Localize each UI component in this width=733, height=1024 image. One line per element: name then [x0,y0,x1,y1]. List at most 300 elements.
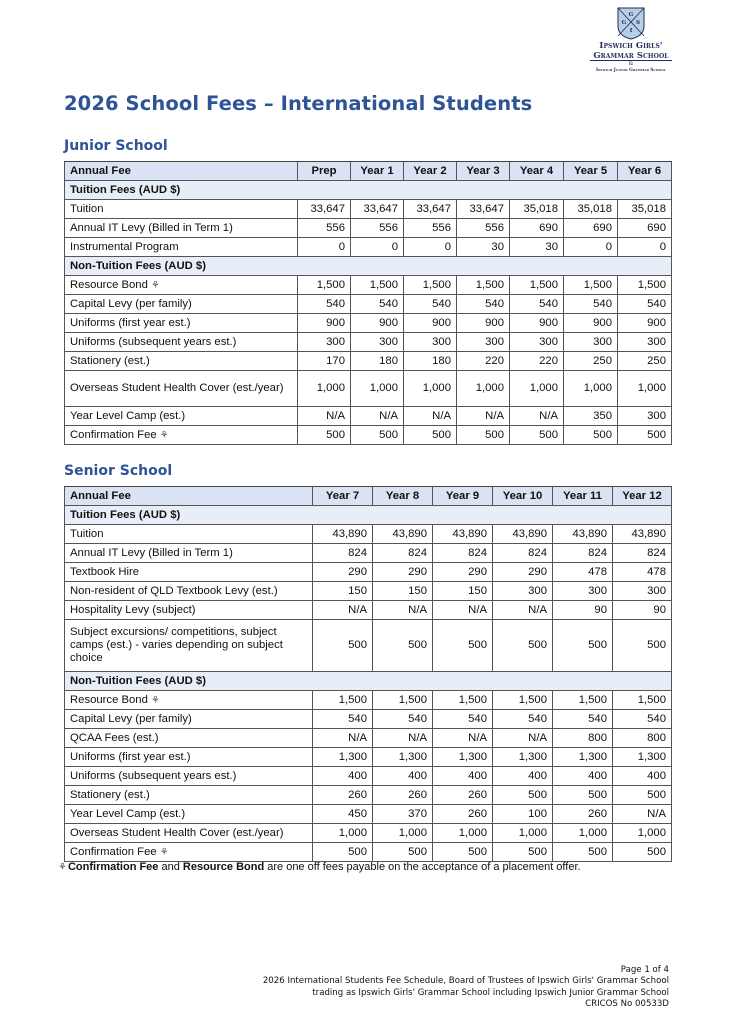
fee-label [65,371,298,407]
fee-label [65,407,298,426]
fee-label [65,786,313,805]
fee-label-text: Confirmation Fee [70,428,157,441]
fee-value: 400 [493,767,553,786]
section-heading-row [65,506,672,525]
table-row [65,333,672,352]
fee-value: 0 [351,238,404,257]
fee-value: N/A [433,601,493,620]
fee-label [65,843,313,862]
footnote-bold-confirmation: Confirmation Fee [67,861,159,873]
fee-value: 30 [457,238,510,257]
fee-value: 900 [510,314,564,333]
fee-value: 300 [553,582,613,601]
fee-value: 300 [298,333,351,352]
fee-value: 1,000 [351,371,404,407]
fee-value: 43,890 [553,525,613,544]
fee-value: 290 [433,563,493,582]
fee-value: 824 [313,544,373,563]
table-row [65,582,672,601]
fee-value: N/A [351,407,404,426]
fee-label-text: Uniforms (subsequent years est.) [70,335,237,348]
footnote-text: and [158,861,183,873]
fee-value: 43,890 [433,525,493,544]
fee-label [65,805,313,824]
fee-value: 150 [433,582,493,601]
fee-label-text: Tuition [70,202,104,215]
table-row [65,729,672,748]
fee-value: N/A [373,601,433,620]
table-row [65,426,672,445]
fee-value: 540 [457,295,510,314]
fee-label-text: Hospitality Levy (subject) [70,603,196,616]
fee-value: 500 [404,426,457,445]
fee-value: 400 [433,767,493,786]
column-header: Annual Fee [65,487,313,506]
fee-label [65,582,313,601]
fee-value: 170 [298,352,351,371]
fee-value: 300 [510,333,564,352]
fee-value: 540 [404,295,457,314]
section-heading: Non-Tuition Fees (AUD $) [65,672,672,691]
fee-value: 540 [618,295,672,314]
table-row [65,407,672,426]
fee-value: 370 [373,805,433,824]
fee-label-text: Textbook Hire [70,565,140,578]
table-row [65,525,672,544]
table-row [65,748,672,767]
fee-value: 0 [564,238,618,257]
column-header: Year 7 [313,487,373,506]
section-heading-row [65,181,672,200]
table-row [65,314,672,333]
fee-value: 824 [553,544,613,563]
fee-label [65,691,313,710]
table-header-row [65,162,672,181]
column-header: Year 2 [404,162,457,181]
fee-value: 400 [313,767,373,786]
fee-value: 1,300 [493,748,553,767]
footnote [58,861,581,873]
fee-value: N/A [404,407,457,426]
fee-value: 90 [553,601,613,620]
fee-value: 100 [493,805,553,824]
fee-value: 500 [618,426,672,445]
fee-label [65,525,313,544]
fee-value: N/A [510,407,564,426]
fee-label [65,710,313,729]
fee-label-text: Year Level Camp (est.) [70,807,186,820]
fee-value: 290 [373,563,433,582]
fee-value: 260 [433,786,493,805]
table-row [65,544,672,563]
table-row [65,352,672,371]
fee-value: 540 [564,295,618,314]
fee-value: 500 [564,426,618,445]
fee-value: 0 [618,238,672,257]
fee-value: 478 [553,563,613,582]
fee-value: 900 [618,314,672,333]
fee-value: 220 [510,352,564,371]
fee-value: 1,500 [613,691,672,710]
column-header: Year 11 [553,487,613,506]
fee-label-text: Capital Levy (per family) [70,712,192,725]
senior-fees-table [64,486,672,862]
fee-value: 220 [457,352,510,371]
fee-value: 400 [613,767,672,786]
fee-value: 540 [351,295,404,314]
fee-value: 1,500 [457,276,510,295]
fee-value: 1,000 [433,824,493,843]
fee-value: 43,890 [613,525,672,544]
fee-value: 1,000 [457,371,510,407]
fee-value: 1,000 [564,371,618,407]
column-header: Year 5 [564,162,618,181]
fee-label-text: Overseas Student Health Cover (est./year) [70,826,284,839]
fee-label [65,748,313,767]
school-logo [586,6,676,73]
fee-value: 500 [553,786,613,805]
fee-value: 1,000 [510,371,564,407]
fee-value: 33,647 [404,200,457,219]
fee-label-text: Instrumental Program [70,240,179,253]
fee-label-text: Stationery (est.) [70,788,150,801]
table-row [65,371,672,407]
fee-value: 540 [313,710,373,729]
fee-value: 290 [493,563,553,582]
column-header: Year 3 [457,162,510,181]
fee-value: 800 [553,729,613,748]
fee-value: 500 [553,620,613,672]
fee-value: N/A [313,601,373,620]
fee-value: 1,500 [313,691,373,710]
fee-value: 1,000 [313,824,373,843]
flower-marker-icon: ⚘ [159,846,169,858]
column-header: Year 4 [510,162,564,181]
fee-value: 500 [553,843,613,862]
fee-value: 1,500 [298,276,351,295]
fee-label [65,426,298,445]
fee-value: 824 [493,544,553,563]
fee-value: N/A [298,407,351,426]
fee-value: 690 [618,219,672,238]
fee-value: 260 [433,805,493,824]
fee-value: 290 [313,563,373,582]
fee-value: 1,000 [613,824,672,843]
fee-label-text: Uniforms (first year est.) [70,750,191,763]
fee-value: 35,018 [510,200,564,219]
fee-value: 260 [373,786,433,805]
fee-label-text: Tuition [70,527,104,540]
fee-value: 900 [564,314,618,333]
table-row [65,620,672,672]
fee-label [65,238,298,257]
section-heading-row [65,672,672,691]
fee-label [65,544,313,563]
fee-value: 500 [493,786,553,805]
fee-value: 450 [313,805,373,824]
fee-value: 350 [564,407,618,426]
fee-value: 300 [351,333,404,352]
flower-marker-icon: ⚘ [159,429,169,441]
fee-value: 500 [493,620,553,672]
svg-text:S: S [636,20,640,26]
fee-value: 500 [613,786,672,805]
fee-value: 300 [564,333,618,352]
page-footer [263,965,669,1010]
fee-label [65,314,298,333]
footnote-text: are one off fees payable on the acceptance of a placement offer. [264,861,581,873]
fee-value: 540 [433,710,493,729]
cricos-number: CRICOS No 00533D [585,998,669,1009]
fee-value: 1,300 [553,748,613,767]
fee-label-text: Resource Bond [70,693,148,706]
fee-value: 1,300 [313,748,373,767]
svg-text:I: I [629,28,633,34]
fee-value: 556 [404,219,457,238]
fee-value: 0 [404,238,457,257]
table-header-row [65,487,672,506]
fee-value: 260 [313,786,373,805]
fee-value: 478 [613,563,672,582]
footnote-bold-resource: Resource Bond [182,861,265,873]
fee-label [65,824,313,843]
fee-label-text: Annual IT Levy (Billed in Term 1) [70,221,233,234]
fee-value: 1,000 [553,824,613,843]
fee-value: 0 [298,238,351,257]
logo-school-name-line2: Grammar School [593,50,669,60]
fee-value: 500 [373,620,433,672]
school-crest-icon [616,6,646,40]
fee-value: 35,018 [618,200,672,219]
fee-label-text: Year Level Camp (est.) [70,409,186,422]
fee-value: 260 [553,805,613,824]
fee-label-text: Non-resident of QLD Textbook Levy (est.) [70,584,278,597]
fee-value: 300 [493,582,553,601]
fee-value: 300 [613,582,672,601]
fee-label-text: Uniforms (first year est.) [70,316,191,329]
column-header: Year 12 [613,487,672,506]
fee-label [65,219,298,238]
fee-value: 1,000 [618,371,672,407]
fee-value: N/A [613,805,672,824]
fee-value: 540 [553,710,613,729]
fee-value: 43,890 [313,525,373,544]
footer-line: trading as Ipswich Girls' Grammar School including Ipswich Junior Grammar School [312,987,669,998]
fee-value: 43,890 [493,525,553,544]
fee-value: 250 [618,352,672,371]
fee-value: 500 [613,620,672,672]
table-row [65,843,672,862]
fee-value: 300 [404,333,457,352]
fee-value: 540 [613,710,672,729]
fee-label-text: Annual IT Levy (Billed in Term 1) [70,546,233,559]
fee-value: 1,300 [373,748,433,767]
table-row [65,219,672,238]
fee-value: 400 [553,767,613,786]
fee-label-text: QCAA Fees (est.) [70,731,159,744]
fee-value: N/A [493,729,553,748]
fee-value: 824 [373,544,433,563]
fee-value: 180 [351,352,404,371]
fee-value: 1,000 [404,371,457,407]
fee-value: 250 [564,352,618,371]
table-row [65,295,672,314]
fee-value: 90 [613,601,672,620]
fee-value: N/A [373,729,433,748]
fee-value: 500 [433,620,493,672]
fee-label-text: Resource Bond [70,278,148,291]
fee-value: 1,000 [493,824,553,843]
fee-label [65,352,298,371]
fee-value: 540 [298,295,351,314]
flower-marker-icon: ⚘ [150,279,160,291]
table-row [65,824,672,843]
fee-label [65,295,298,314]
fee-value: 540 [493,710,553,729]
fee-label [65,563,313,582]
table-row [65,691,672,710]
table-row [65,786,672,805]
table-row [65,238,672,257]
fee-value: 1,500 [433,691,493,710]
fee-value: 500 [457,426,510,445]
fee-label [65,200,298,219]
fee-value: 1,500 [618,276,672,295]
table-row [65,563,672,582]
logo-junior-school-name: Ipswich Junior Grammar School [595,67,667,72]
fee-value: 500 [613,843,672,862]
column-header: Year 6 [618,162,672,181]
fee-label-text: Stationery (est.) [70,354,150,367]
fee-value: 300 [618,407,672,426]
fee-value: 35,018 [564,200,618,219]
fee-value: 500 [493,843,553,862]
fee-value: 150 [373,582,433,601]
column-header: Annual Fee [65,162,298,181]
column-header: Year 9 [433,487,493,506]
fee-value: 33,647 [298,200,351,219]
fee-value: 1,500 [373,691,433,710]
fee-value: 690 [564,219,618,238]
fee-value: 900 [298,314,351,333]
junior-fees-table [64,161,672,445]
fee-value: 800 [613,729,672,748]
fee-label-text: Confirmation Fee [70,845,157,858]
fee-label [65,767,313,786]
fee-label-text: Capital Levy (per family) [70,297,192,310]
table-row [65,805,672,824]
column-header: Year 1 [351,162,404,181]
flower-marker-icon: ⚘ [58,862,67,873]
fee-value: 690 [510,219,564,238]
fee-value: N/A [313,729,373,748]
fee-value: 33,647 [457,200,510,219]
svg-text:G: G [628,12,634,18]
footer-line: 2026 International Students Fee Schedule, Board of Trustees of Ipswich Girls' Grammar School [262,976,669,987]
fee-value: 540 [373,710,433,729]
fee-value: 500 [510,426,564,445]
fee-value: N/A [457,407,510,426]
fee-value: 500 [351,426,404,445]
fee-value: 556 [457,219,510,238]
fee-value: 1,500 [510,276,564,295]
fee-label [65,333,298,352]
fee-value: 500 [313,620,373,672]
fee-label-text: Uniforms (subsequent years est.) [70,769,237,782]
fee-value: 1,000 [373,824,433,843]
fee-label [65,620,313,672]
fee-label-text: Subject excursions/ competitions, subject camps (est.) - varies depending on subject choice [70,626,283,664]
fee-label-text: Overseas Student Health Cover (est./year) [70,382,284,394]
logo-school-name-line1: Ipswich Girls' [599,40,663,50]
fee-label [65,729,313,748]
fee-label [65,601,313,620]
flower-marker-icon: ⚘ [150,694,160,706]
page-number: Page 1 of 4 [620,965,669,975]
fee-value: 180 [404,352,457,371]
fee-value: 556 [298,219,351,238]
fee-value: 300 [457,333,510,352]
fee-value: 33,647 [351,200,404,219]
table-row [65,601,672,620]
column-header: Prep [298,162,351,181]
page-title: 2026 School Fees – International Students [64,92,533,115]
section-heading: Tuition Fees (AUD $) [65,506,672,525]
fee-value: N/A [433,729,493,748]
fee-value: 400 [373,767,433,786]
section-heading: Tuition Fees (AUD $) [65,181,672,200]
svg-text:G: G [621,20,627,26]
fee-value: N/A [493,601,553,620]
fee-value: 824 [433,544,493,563]
fee-value: 500 [373,843,433,862]
fee-value: 43,890 [373,525,433,544]
fee-value: 500 [433,843,493,862]
section-heading-row [65,257,672,276]
fee-value: 1,500 [351,276,404,295]
logo-ampersand: & [590,60,672,67]
fee-value: 824 [613,544,672,563]
fee-value: 500 [313,843,373,862]
column-header: Year 10 [493,487,553,506]
fee-value: 1,500 [553,691,613,710]
table-row [65,767,672,786]
fee-value: 540 [510,295,564,314]
fee-value: 900 [404,314,457,333]
fee-label [65,276,298,295]
fee-value: 556 [351,219,404,238]
column-header: Year 8 [373,487,433,506]
fee-value: 150 [313,582,373,601]
fee-value: 1,000 [298,371,351,407]
fee-value: 1,300 [433,748,493,767]
senior-section-title: Senior School [64,463,173,479]
fee-value: 30 [510,238,564,257]
fee-value: 900 [457,314,510,333]
table-row [65,276,672,295]
fee-value: 300 [618,333,672,352]
fee-value: 900 [351,314,404,333]
fee-value: 1,500 [404,276,457,295]
section-heading: Non-Tuition Fees (AUD $) [65,257,672,276]
fee-value: 1,500 [564,276,618,295]
table-row [65,710,672,729]
fee-value: 1,300 [613,748,672,767]
fee-value: 1,500 [493,691,553,710]
table-row [65,200,672,219]
junior-section-title: Junior School [64,138,168,154]
fee-value: 500 [298,426,351,445]
